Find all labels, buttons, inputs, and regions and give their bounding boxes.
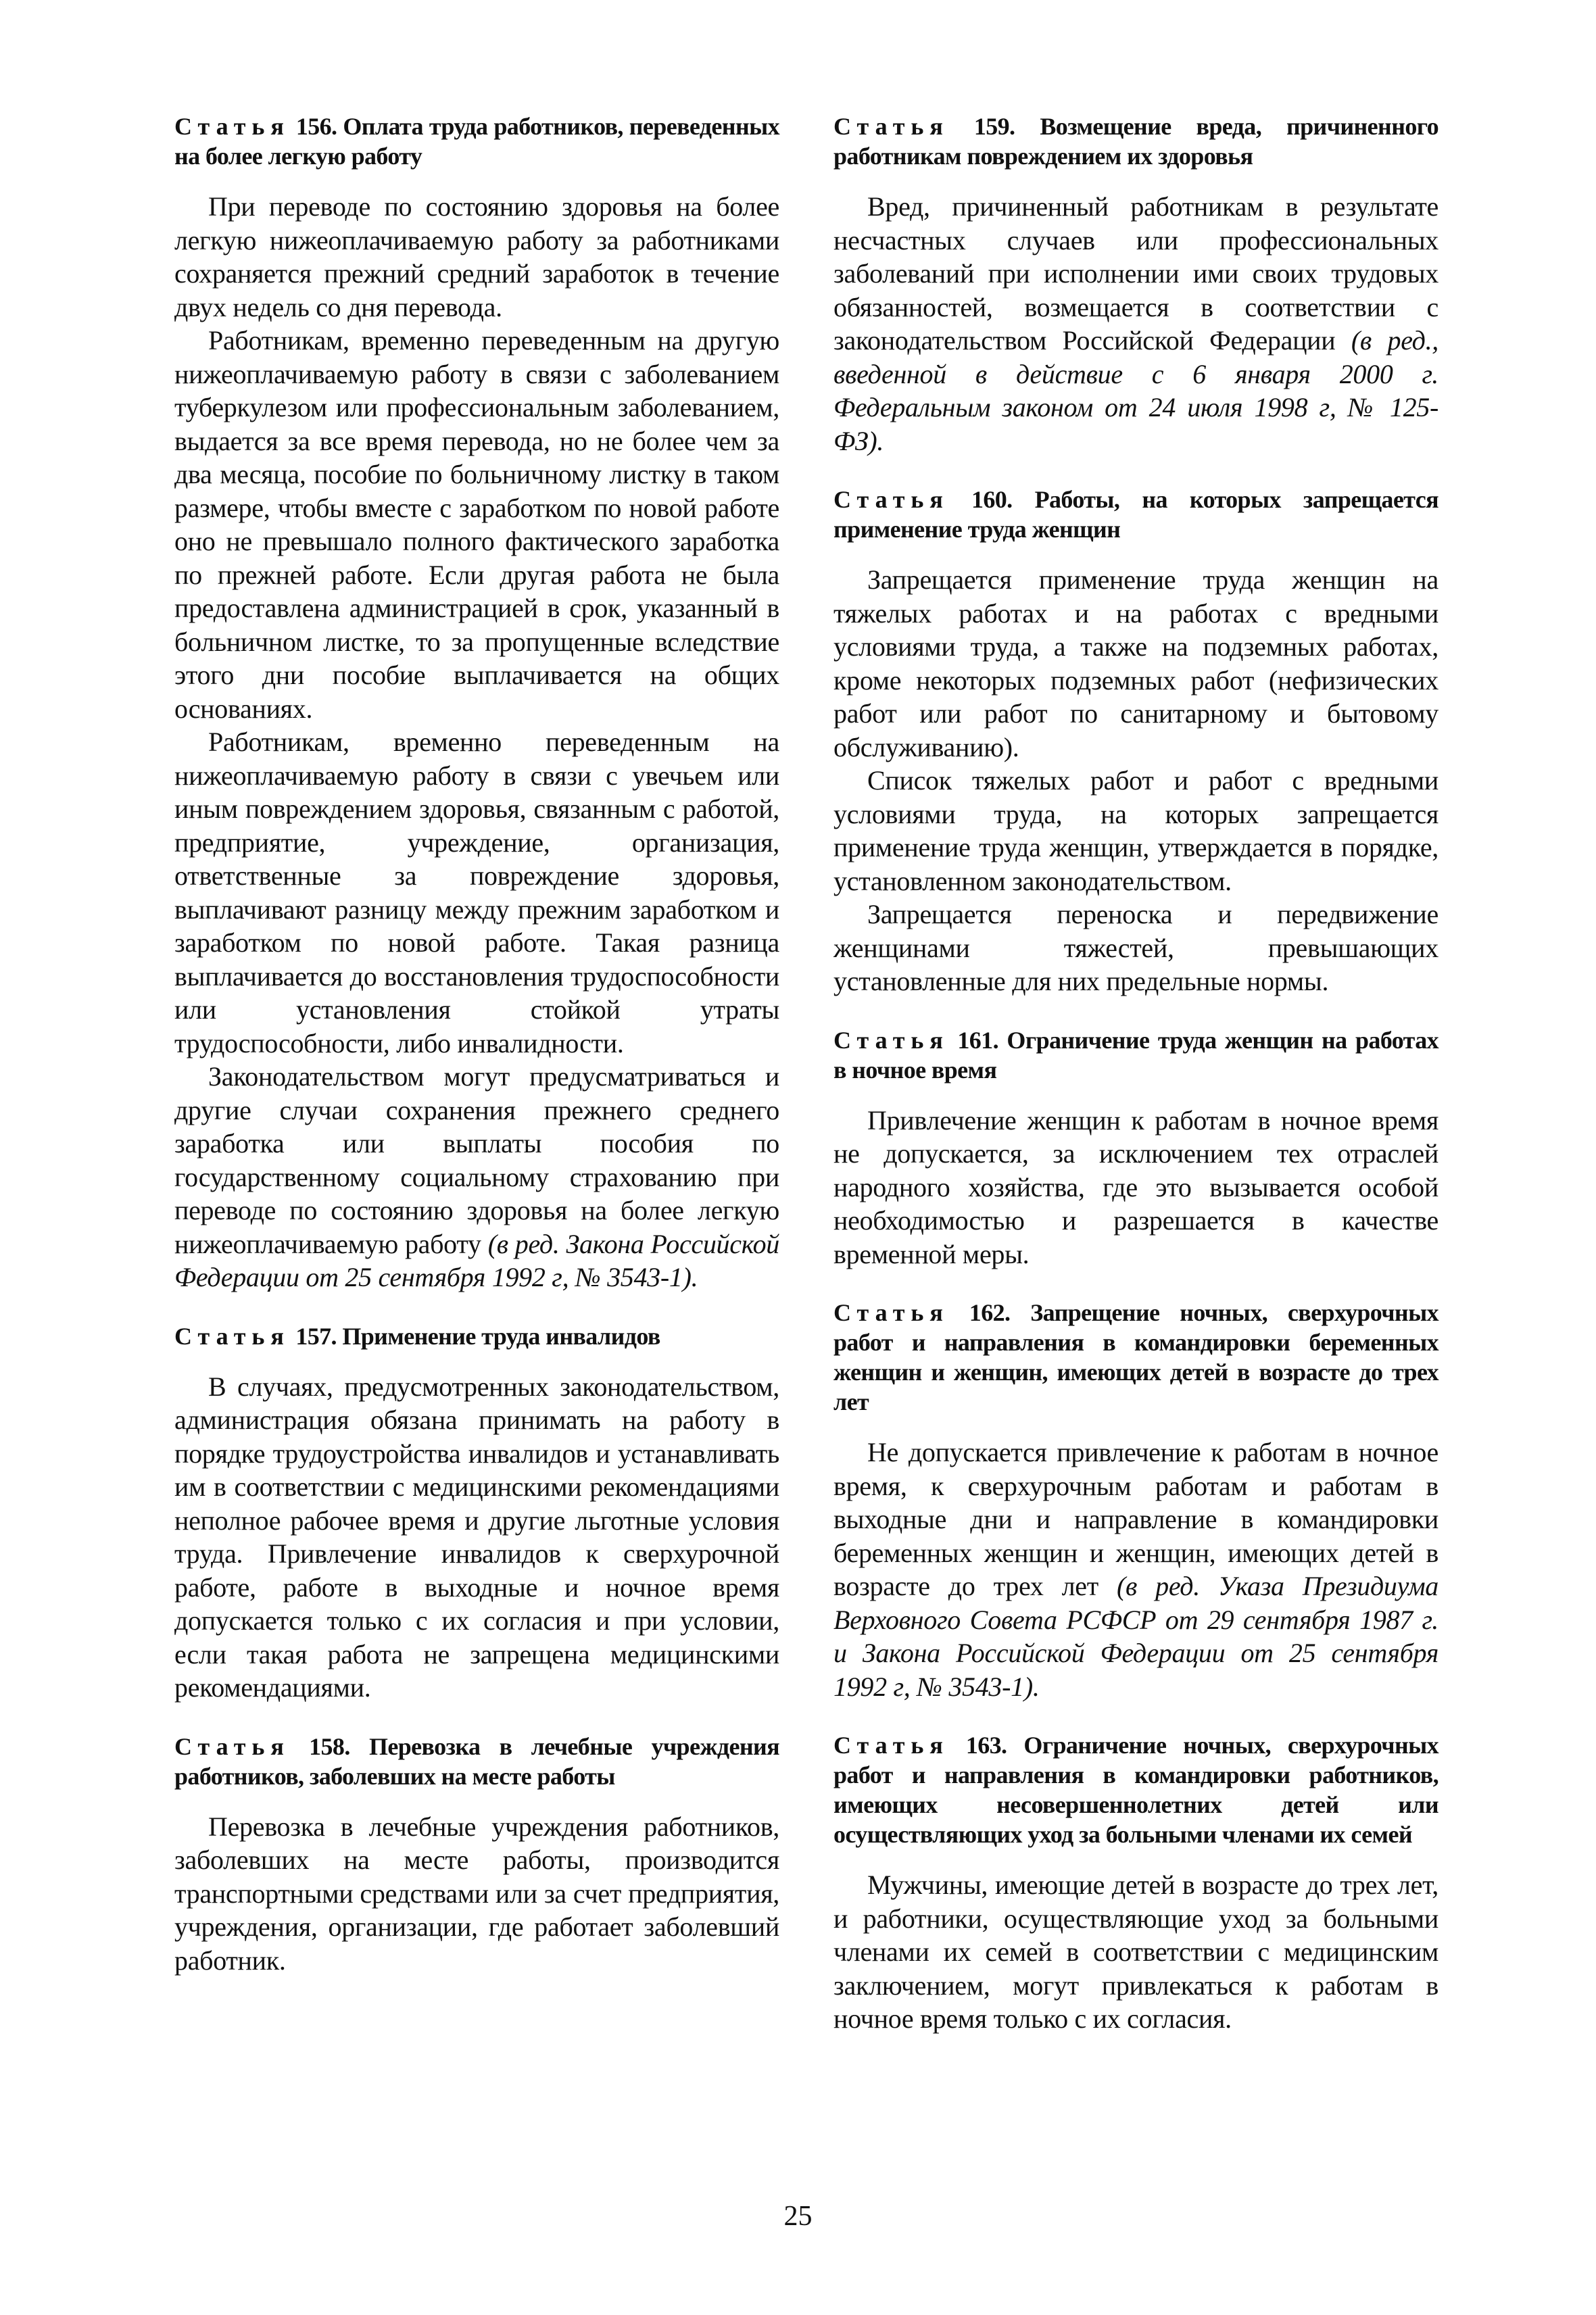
- article-word: Статья: [833, 1026, 949, 1054]
- article-heading: [174, 1321, 779, 1351]
- article-paragraph: [833, 563, 1438, 764]
- article-paragraph: [833, 764, 1438, 898]
- article-word: Статья: [174, 113, 290, 140]
- article-paragraph: [833, 1868, 1438, 2036]
- article-heading-text: 160. Работы, на которых запрещается применение труда женщин: [833, 486, 1438, 543]
- paragraph-text: Запрещается применение труда женщин на тяжелых работах и на работах с вредными условиями труда, а также на подземных работах, кроме некоторых подземных работ (нефизических работ или работ по санитарному и бытовому обслуживанию).: [833, 564, 1438, 762]
- amendment-note: (в ред. Закона Российской Федерации от 25 сентября 1992 г, № 3543-1).: [174, 1228, 779, 1292]
- paragraph-text: Вред, причиненный работникам в результате несчастных случаев или профессиональных заболеваний при исполнении ими своих трудовых обязанностей, возмещается в соответствии с законодательством Российской Федерации: [833, 191, 1438, 356]
- article-heading-text: 157. Применение труда инвалидов: [289, 1322, 660, 1350]
- right-column: [833, 112, 1438, 2063]
- paragraph-text: Запрещается переноска и передвижение женщинами тяжестей, превышающих установленные для них предельные нормы.: [833, 899, 1438, 996]
- article-word: Статья: [833, 486, 949, 513]
- paragraph-text: Привлечение женщин к работам в ночное время не допускается, за исключением тех отраслей народного хозяйства, где это вызывается особой необходимостью и разрешается в качестве временной меры.: [833, 1104, 1438, 1269]
- page-number: 25: [783, 2201, 813, 2232]
- article-157: [174, 1321, 779, 1705]
- article-word: Статья: [174, 1732, 290, 1760]
- article-heading: [833, 112, 1438, 171]
- article-156: [174, 112, 779, 1294]
- article-heading: [833, 1025, 1438, 1085]
- left-column: [174, 112, 779, 2004]
- article-paragraph: [833, 898, 1438, 998]
- article-159: [833, 112, 1438, 458]
- article-heading-text: 158. Перевозка в лечебные учреждения работников, заболевших на месте работы: [174, 1732, 779, 1790]
- paragraph-text: Законодательством могут предусматриваться и другие случаи сохранения прежнего среднего заработка или выплаты пособия по государственному социальному страхованию при переводе по состоянию здоровья на более легкую нижеоплачиваемую работу: [174, 1061, 779, 1259]
- article-heading-text: 159. Возмещение вреда, причиненного работникам повреждением их здоровья: [833, 113, 1438, 170]
- article-paragraph: [174, 190, 779, 324]
- paragraph-text: При переводе по состоянию здоровья на более легкую нижеоплачиваемую работу за работниками сохраняется прежний средний заработок в течение двух недель со дня перевода.: [174, 191, 779, 322]
- article-heading-text: 162. Запрещение ночных, сверхурочных работ и направления в командировки беременных женщин и женщин, имеющих детей в возрасте до трех лет: [833, 1299, 1438, 1415]
- article-160: [833, 485, 1438, 998]
- article-heading: [833, 485, 1438, 544]
- article-paragraph: [174, 1810, 779, 1978]
- article-paragraph: [174, 1060, 779, 1294]
- amendment-note: (в ред., введенной в действие с 6 января 2000 г. Федеральным законом от 24 июля 1998 г, № 125-ФЗ).: [833, 325, 1438, 456]
- article-heading-text: 163. Ограничение ночных, сверхурочных работ и направления в командировки работников, имеющих несовершеннолетних детей или осуществляющих уход за больными членами их семей: [833, 1732, 1438, 1848]
- article-paragraph: [833, 1104, 1438, 1271]
- paragraph-text: Не допускается привлечение к работам в ночное время, к сверхурочным работам и работам в выходные дни и направление в командировки беременных женщин и женщин, имеющих детей в возрасте до трех лет: [833, 1437, 1438, 1601]
- article-heading: [833, 1730, 1438, 1849]
- article-heading: [174, 1732, 779, 1791]
- paragraph-text: Работникам, временно переведенным на другую нижеоплачиваемую работу в связи с заболеванием туберкулезом или профессиональным заболеванием, выдается за все время перевода, но не более чем за два месяца, пособие по больничному листку в таком размере, чтобы вместе с заработком по новой работе оно не превышало полного фактического заработка по прежней работе. Если другая работа не была предоставлена администрацией в срок, указанный в больничном листке, то за пропущенные вследствие этого дни пособие выплачивается на общих основаниях.: [174, 325, 779, 724]
- paragraph-text: В случаях, предусмотренных законодательством, администрация обязана принимать на работу в порядке трудоустройства инвалидов и устанавливать им в соответствии с медицинскими рекомендациями неполное рабочее время и другие льготные условия труда. Привлечение инвалидов к сверхурочной работе, работе в выходные и ночное время допускается только с их согласия и при условии, если такая работа не запрещена медицинскими рекомендациями.: [174, 1371, 779, 1703]
- article-heading-text: 156. Оплата труда работников, переведенных на более легкую работу: [174, 113, 779, 170]
- article-heading: [174, 112, 779, 171]
- article-heading: [833, 1298, 1438, 1417]
- article-158: [174, 1732, 779, 1978]
- paragraph-text: Список тяжелых работ и работ с вредными условиями труда, на которых запрещается применение труда женщин, утверждается в порядке, установленном законодательством.: [833, 765, 1438, 896]
- article-161: [833, 1025, 1438, 1271]
- article-paragraph: [833, 1436, 1438, 1703]
- article-paragraph: [174, 725, 779, 1060]
- amendment-note: (в ред. Указа Президиума Верховного Совета РСФСР от 29 сентября 1987 г. и Закона Российской Федерации от 25 сентября 1992 г, № 3543-1).: [833, 1571, 1438, 1702]
- paragraph-text: Перевозка в лечебные учреждения работников, заболевших на месте работы, производится транспортными средствами или за счет предприятия, учреждения, организации, где работает заболевший работник.: [174, 1811, 779, 1976]
- article-paragraph: [174, 324, 779, 725]
- article-word: Статья: [833, 1299, 949, 1326]
- article-paragraph: [833, 190, 1438, 458]
- article-paragraph: [174, 1370, 779, 1705]
- article-word: Статья: [833, 113, 949, 140]
- article-162: [833, 1298, 1438, 1703]
- article-word: Статья: [833, 1732, 949, 1759]
- paragraph-text: Мужчины, имеющие детей в возрасте до трех лет, и работники, осуществляющие уход за больными членами их семей в соответствии с медицинским заключением, могут привлекаться к работам в ночное время только с их согласия.: [833, 1870, 1438, 2034]
- article-word: Статья: [174, 1322, 290, 1350]
- article-heading-text: 161. Ограничение труда женщин на работах в ночное время: [833, 1026, 1438, 1083]
- paragraph-text: Работникам, временно переведенным на нижеоплачиваемую работу в связи с увечьем или иным повреждением здоровья, связанным с работой, предприятие, учреждение, организация, ответственные за повреждение здоровья, выплачивают разницу между прежним заработком и заработком по новой работе. Такая разница выплачивается до восстановления трудоспособности или установления стойкой утраты трудоспособности, либо инвалидности.: [174, 727, 779, 1058]
- article-163: [833, 1730, 1438, 2036]
